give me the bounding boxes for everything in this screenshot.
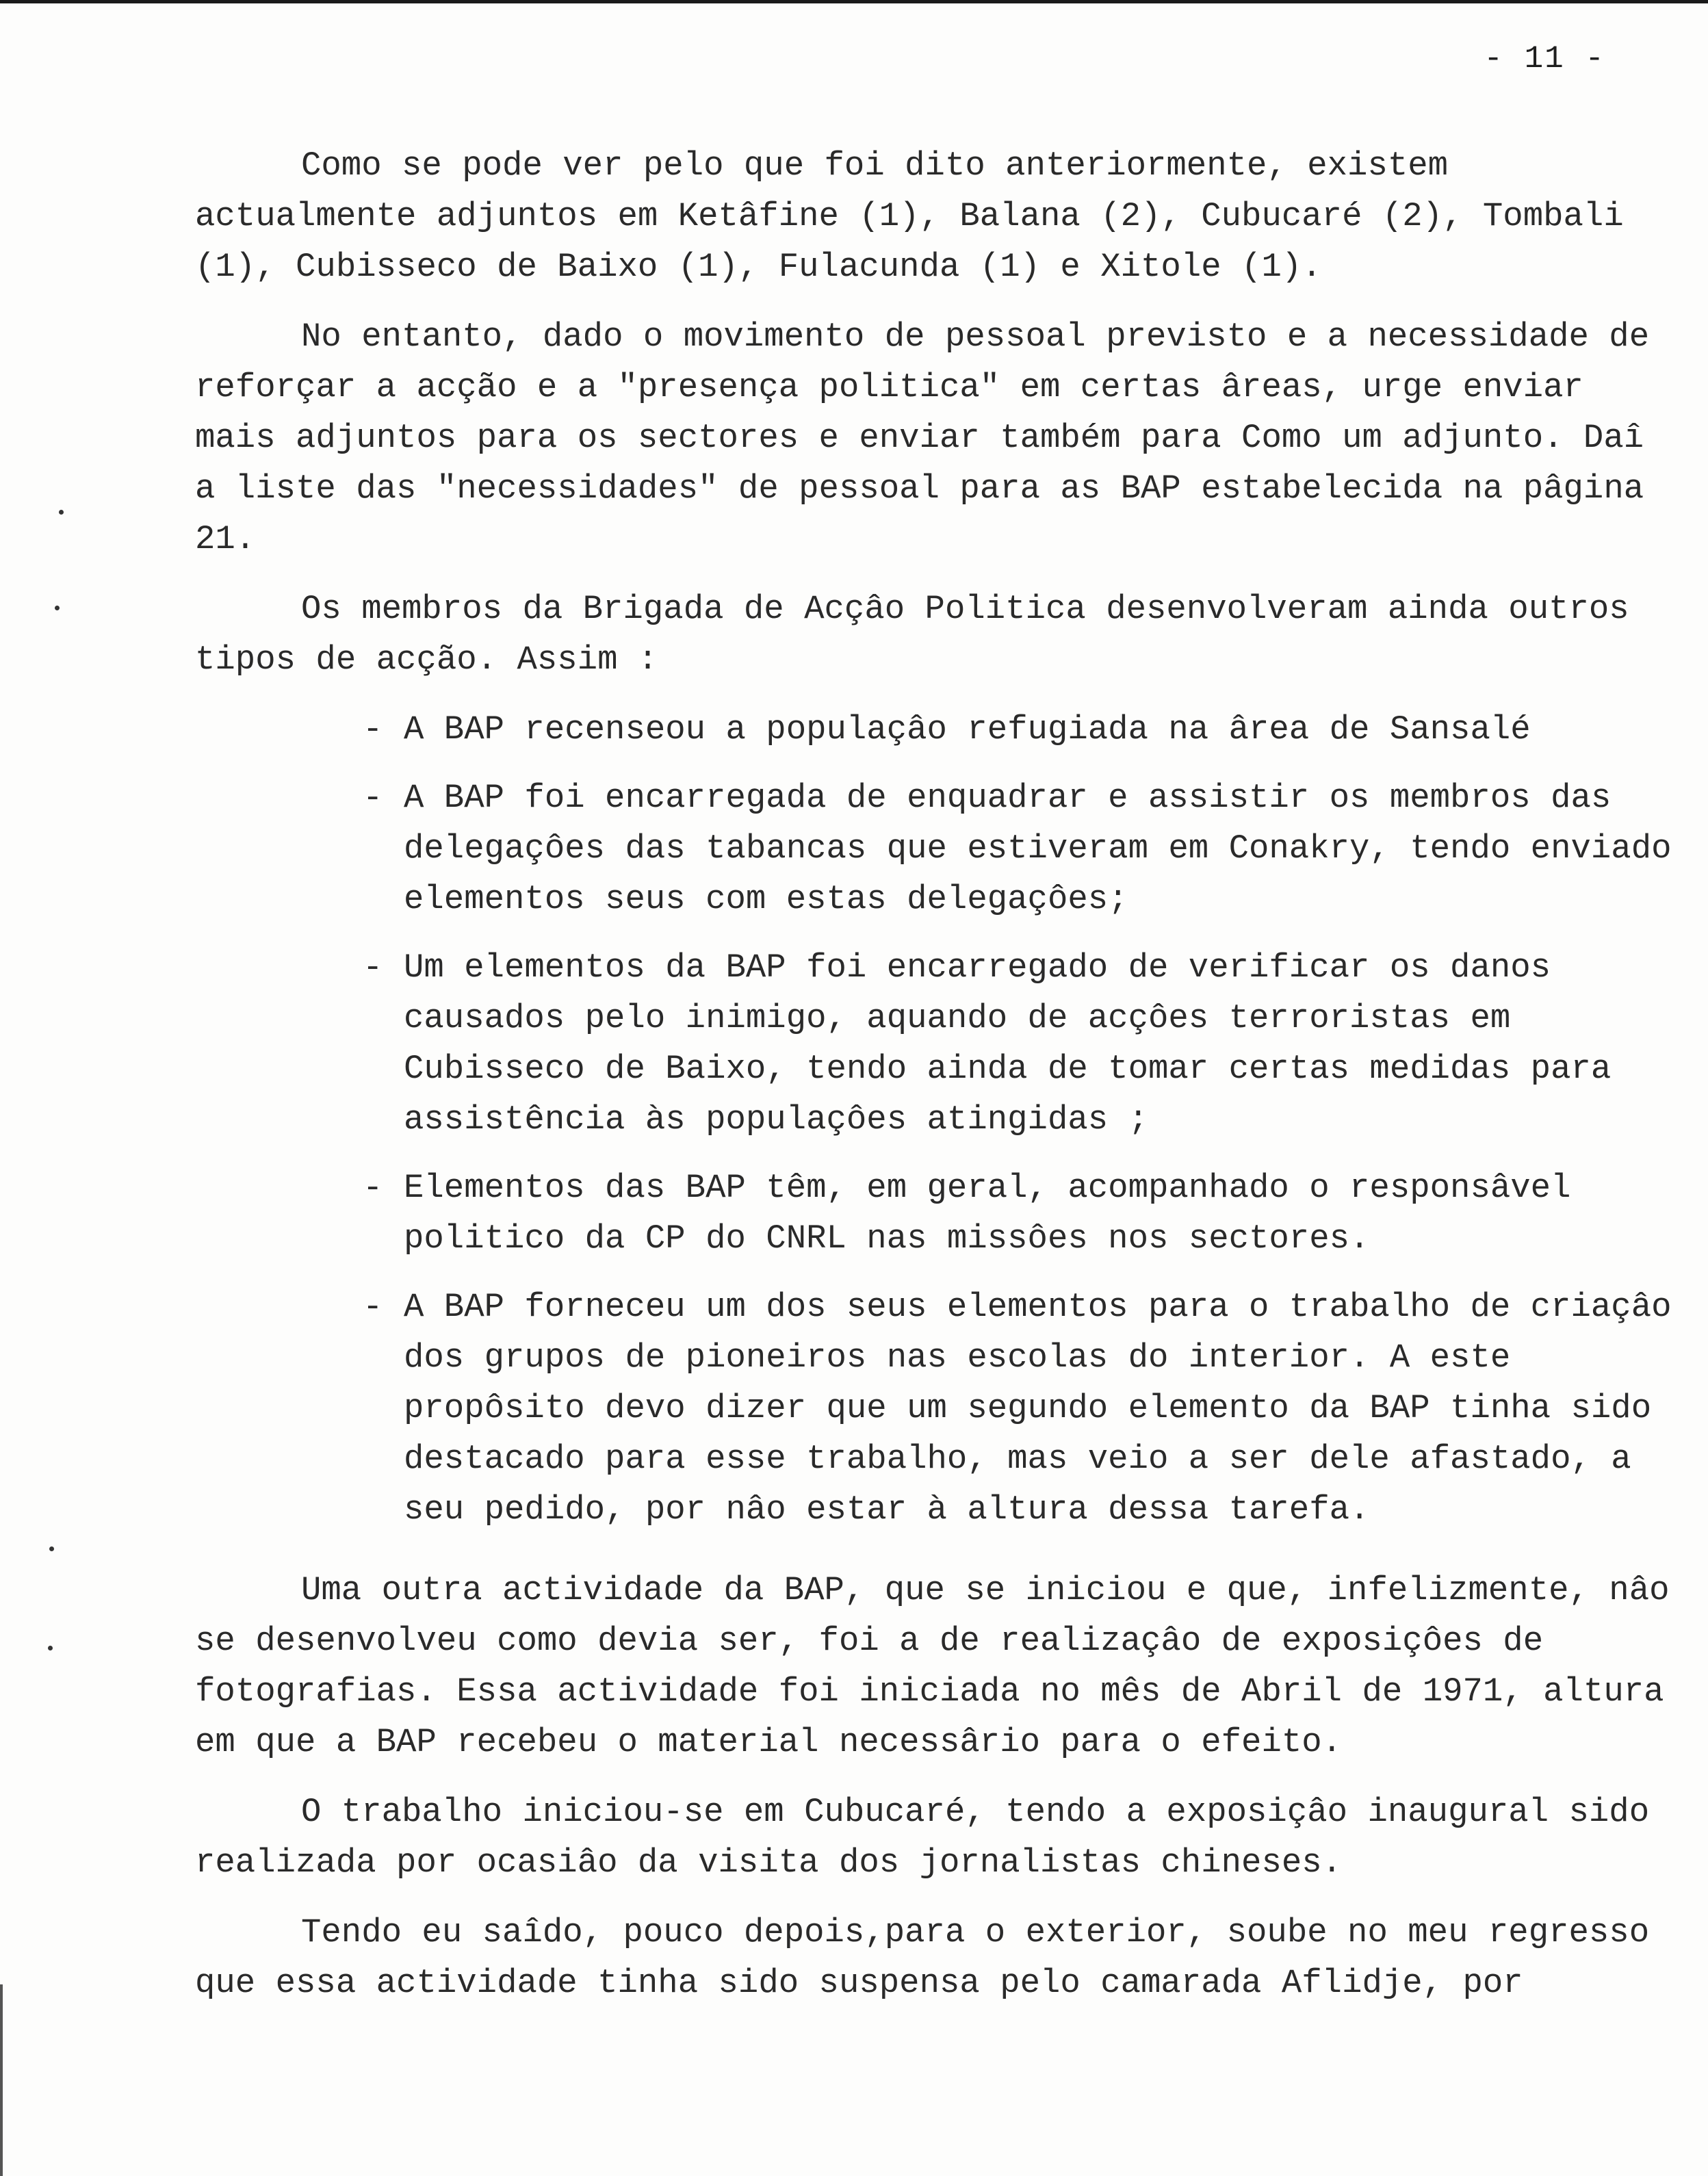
left-binding-edge	[0, 1984, 3, 2176]
list-item-text: A BAP recenseou a populaçâo refugiada na ârea de Sansalé	[404, 710, 1531, 749]
actions-list	[195, 704, 1673, 1535]
list-item-text: Elementos das BAP têm, em geral, acompanhado o responsâvel politico da CP do CNRL nas missôes nos sectores.	[404, 1169, 1571, 1258]
page-number: - 11 -	[1484, 41, 1605, 77]
paragraph-adjuntos: Como se pode ver pelo que foi dito anteriormente, existem actualmente adjuntos em Ketâfine (1), Balana (2), Cubucaré (2), Tombali (1), Cubisseco de Baixo (1), Fulacunda (1) e Xitole (1).	[195, 146, 1644, 286]
list-item-text: Um elementos da BAP foi encarregado de verificar os danos causados pelo inimigo, aquando de acçôes terroristas em Cubisseco de Baixo, tendo ainda de tomar certas medidas para assistência às populaçôes atingidas ;	[404, 948, 1612, 1139]
paragraph-regresso: Tendo eu saîdo, pouco depois,para o exterior, soube no meu regresso que essa actividade tinha sido suspensa pelo camarada Aflidje, por	[195, 1913, 1670, 2002]
list-dash: -	[363, 1169, 383, 1207]
paragraph-cubucare: O trabalho iniciou-se em Cubucaré, tendo a exposiçâo inaugural sido realizada por ocasiâo da visita dos jornalistas chineses.	[195, 1793, 1670, 1882]
paragraph-necessidades: No entanto, dado o movimento de pessoal previsto e a necessidade de reforçar a acção e a "presença politica" em certas âreas, urge enviar mais adjuntos para os sectores e enviar também para Como um adjunto. Daî a liste das "necessidades" de pessoal para as BAP estabelecida na pâgina 21.	[195, 318, 1670, 558]
list-item	[363, 1282, 1673, 1535]
paragraph-outros-tipos: Os membros da Brigada de Acçâo Politica desenvolveram ainda outros tipos de acção. Assim :	[195, 590, 1650, 679]
list-item	[363, 942, 1673, 1145]
list-dash: -	[363, 948, 383, 987]
list-item-text: A BAP forneceu um dos seus elementos para o trabalho de criaçâo dos grupos de pioneiros nas escolas do interior. A este propôsito devo dizer que um segundo elemento da BAP tinha sido destacado para esse trabalho, mas veio a ser dele afastado, a seu pedido, por nâo estar à altura dessa tarefa.	[404, 1288, 1672, 1529]
list-dash: -	[363, 710, 383, 749]
list-item-text: A BAP foi encarregada de enquadrar e assistir os membros das delegaçôes das tabancas que estiveram em Conakry, tendo enviado elementos seus com estas delegaçôes;	[404, 779, 1672, 918]
paragraph-exposicoes: Uma outra actividade da BAP, que se iniciou e que, infelizmente, nâo se desenvolveu como devia ser, foi a de realizaçâo de exposiçôes de fotografias. Essa actividade foi iniciada no mês de Abril de 1971, altura em que a BAP recebeu o material necessârio para o efeito.	[195, 1571, 1690, 1761]
margin-speck	[49, 1546, 54, 1551]
margin-speck	[59, 510, 64, 515]
margin-speck	[55, 606, 60, 610]
list-dash: -	[363, 779, 383, 817]
page-top-edge	[0, 0, 1708, 3]
page-body	[195, 140, 1690, 2028]
list-item	[363, 1163, 1673, 1264]
list-item	[363, 704, 1673, 755]
margin-speck	[48, 1646, 53, 1650]
list-dash: -	[363, 1288, 383, 1326]
list-item	[363, 773, 1673, 924]
